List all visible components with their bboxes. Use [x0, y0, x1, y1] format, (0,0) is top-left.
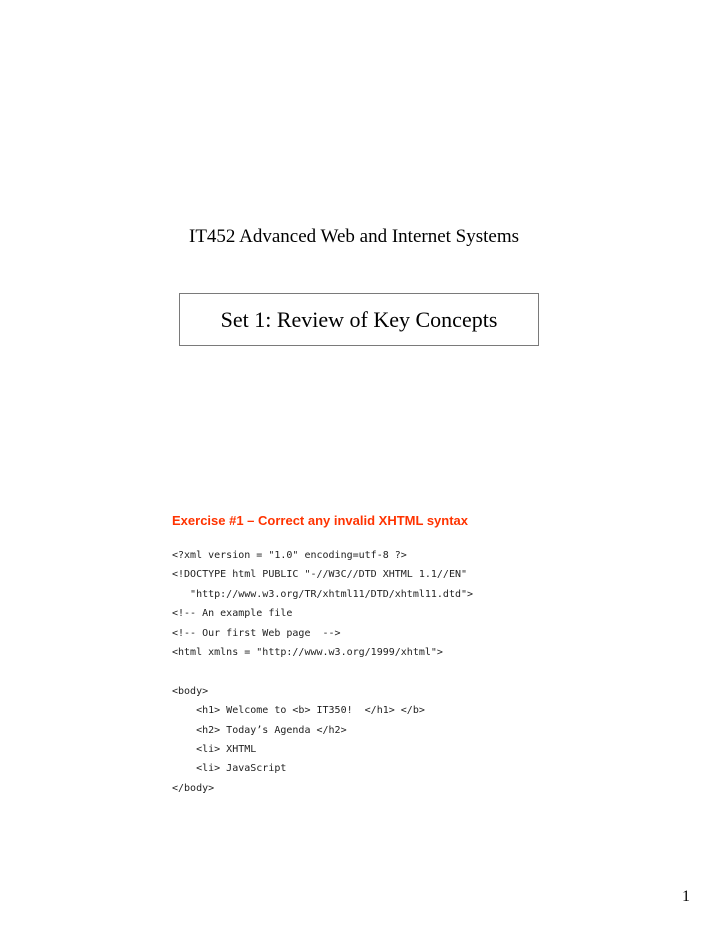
- set-title-box: [179, 293, 539, 346]
- code-line: <?xml version = "1.0" encoding=utf-8 ?>: [172, 550, 407, 561]
- code-line: <html xmlns = "http://www.w3.org/1999/xhtml">: [172, 646, 443, 658]
- code-line: <!DOCTYPE html PUBLIC "-//W3C//DTD XHTML 1.1//EN": [172, 569, 468, 581]
- code-line: <h1> Welcome to <b> IT350! </h1> </b>: [172, 705, 425, 717]
- code-line: "http://www.w3.org/TR/xhtml11/DTD/xhtml11.dtd">: [172, 588, 474, 600]
- page-number: 1: [682, 888, 690, 905]
- code-line-blank: [172, 662, 473, 681]
- code-line: <!-- Our first Web page -->: [172, 627, 341, 639]
- exercise-heading: Exercise #1 – Correct any invalid XHTML syntax: [172, 513, 469, 528]
- code-line: <h2> Today’s Agenda </h2>: [172, 724, 347, 736]
- code-line: <li> XHTML: [172, 743, 257, 755]
- set-title: Set 1: Review of Key Concepts: [220, 306, 498, 332]
- code-block: [172, 546, 473, 798]
- code-line: </body>: [172, 782, 215, 794]
- code-line: <!-- An example file: [172, 608, 293, 620]
- course-title: IT452 Advanced Web and Internet Systems: [189, 226, 520, 247]
- code-line: <li> JavaScript: [172, 763, 287, 775]
- code-line: <body>: [172, 685, 209, 697]
